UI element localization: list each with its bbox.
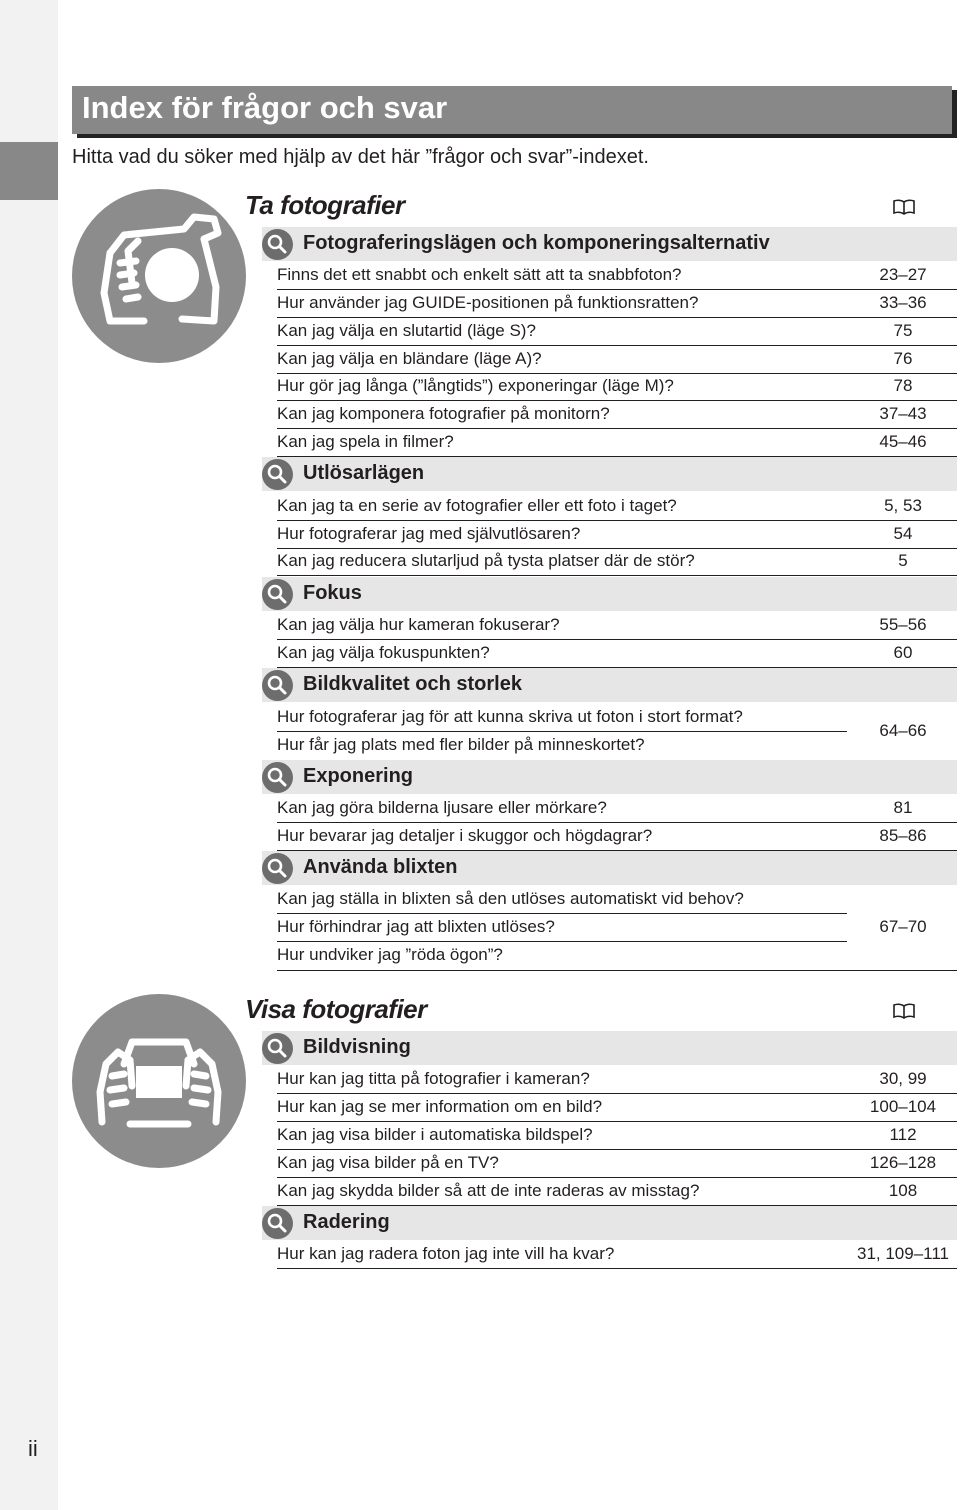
index-row bbox=[277, 1150, 957, 1178]
page-reference: 33–36 bbox=[879, 293, 927, 312]
question-text: Kan jag välja en slutartid (läge S)? bbox=[277, 321, 536, 340]
magnifier-icon bbox=[262, 1208, 293, 1239]
question-text: Kan jag göra bilderna ljusare eller mörkare? bbox=[277, 798, 607, 817]
index-row bbox=[277, 318, 957, 346]
page-reference: 75 bbox=[893, 321, 913, 340]
question-text: Kan jag välja fokuspunkten? bbox=[277, 643, 490, 662]
page-reference: 31, 109–111 bbox=[856, 1244, 949, 1263]
page-reference: 60 bbox=[893, 643, 913, 662]
question-text: Kan jag ställa in blixten så den utlöses automatiskt vid behov? bbox=[277, 889, 744, 908]
category-header bbox=[262, 577, 957, 611]
question-text: Kan jag välja en bländare (läge A)? bbox=[277, 349, 542, 368]
category-header bbox=[262, 227, 957, 261]
page-reference: 76 bbox=[893, 349, 913, 368]
group-question-row bbox=[277, 914, 847, 942]
magnifier-icon bbox=[262, 1033, 293, 1064]
page-number: ii bbox=[28, 1436, 38, 1461]
category-label: Bildvisning bbox=[303, 1036, 411, 1058]
group-question-row bbox=[277, 704, 847, 732]
page-title: Index för frågor och svar bbox=[82, 90, 448, 125]
camera-shooting-icon bbox=[72, 189, 246, 363]
page-reference: 81 bbox=[893, 798, 913, 817]
question-text: Hur fotograferar jag för att kunna skriva ut foton i stort format? bbox=[277, 707, 743, 726]
index-row bbox=[277, 1241, 957, 1269]
question-text: Kan jag reducera slutarljud på tysta platser där de stör? bbox=[277, 551, 695, 570]
magnifier-icon bbox=[262, 670, 293, 701]
magnifier-icon bbox=[262, 762, 293, 793]
question-text: Kan jag komponera fotografier på monitorn? bbox=[277, 404, 610, 423]
index-row bbox=[277, 1122, 957, 1150]
category-label: Utlösarlägen bbox=[303, 462, 425, 484]
question-text: Hur kan jag radera foton jag inte vill ha kvar? bbox=[277, 1244, 615, 1263]
group-question-row bbox=[277, 886, 847, 914]
category-header bbox=[262, 457, 957, 491]
question-text: Hur bevarar jag detaljer i skuggor och högdagrar? bbox=[277, 826, 653, 845]
page-reference: 54 bbox=[893, 524, 913, 543]
page-reference: 78 bbox=[893, 376, 913, 395]
index-row bbox=[277, 521, 957, 549]
question-text: Kan jag visa bilder i automatiska bildspel? bbox=[277, 1125, 593, 1144]
page-reference: 45–46 bbox=[879, 432, 927, 451]
index-row bbox=[277, 823, 957, 851]
question-text: Kan jag visa bilder på en TV? bbox=[277, 1153, 499, 1172]
intro-text: Hitta vad du söker med hjälp av det här ”frågor och svar”-indexet. bbox=[72, 146, 649, 168]
index-row bbox=[277, 1094, 957, 1122]
group-question-row bbox=[277, 942, 847, 969]
question-text: Hur kan jag se mer information om en bild? bbox=[277, 1097, 603, 1116]
question-text: Kan jag spela in filmer? bbox=[277, 432, 454, 451]
book-icon bbox=[893, 1003, 915, 1019]
category-header bbox=[262, 851, 957, 885]
index-row bbox=[277, 612, 957, 640]
index-row bbox=[277, 548, 957, 576]
category-header bbox=[262, 1031, 957, 1065]
question-text: Kan jag välja hur kameran fokuserar? bbox=[277, 615, 560, 634]
question-text: Hur gör jag långa (”långtids”) exponeringar (läge M)? bbox=[277, 376, 674, 395]
question-text: Hur får jag plats med fler bilder på minneskortet? bbox=[277, 735, 645, 754]
category-label: Bildkvalitet och storlek bbox=[303, 673, 522, 695]
index-row bbox=[277, 1066, 957, 1094]
page-margin-strip bbox=[0, 0, 58, 1510]
question-text: Hur undviker jag ”röda ögon”? bbox=[277, 945, 503, 964]
title-bar bbox=[72, 86, 952, 134]
category-header bbox=[262, 1206, 957, 1240]
group-question-row bbox=[277, 732, 847, 759]
question-text: Hur fotograferar jag med självutlösaren? bbox=[277, 524, 581, 543]
page-reference: 100–104 bbox=[869, 1097, 937, 1116]
question-text: Hur använder jag GUIDE-positionen på funktionsratten? bbox=[277, 293, 699, 312]
page-reference: 64–66 bbox=[879, 721, 927, 740]
category-label: Exponering bbox=[303, 765, 414, 787]
magnifier-icon bbox=[262, 229, 293, 260]
question-text: Finns det ett snabbt och enkelt sätt att ta snabbfoton? bbox=[277, 265, 682, 284]
index-row bbox=[277, 373, 957, 401]
index-row bbox=[277, 493, 957, 521]
section-title: Ta fotografier bbox=[245, 190, 405, 220]
page-reference: 37–43 bbox=[879, 404, 927, 423]
index-row bbox=[277, 640, 957, 668]
page-reference: 112 bbox=[889, 1125, 917, 1144]
page-reference: 5 bbox=[898, 551, 908, 570]
index-row bbox=[277, 346, 957, 374]
magnifier-icon bbox=[262, 459, 293, 490]
page-reference: 55–56 bbox=[879, 615, 927, 634]
question-text: Hur förhindrar jag att blixten utlöses? bbox=[277, 917, 555, 936]
index-row bbox=[277, 795, 957, 823]
category-label: Fotograferingslägen och komponeringsalternativ bbox=[303, 232, 770, 254]
page-reference: 5, 53 bbox=[884, 496, 922, 515]
page-reference: 108 bbox=[888, 1181, 918, 1200]
page-reference: 126–128 bbox=[869, 1153, 937, 1172]
category-label: Använda blixten bbox=[303, 856, 458, 878]
question-text: Hur kan jag titta på fotografier i kameran? bbox=[277, 1069, 590, 1088]
category-header bbox=[262, 668, 957, 702]
magnifier-icon bbox=[262, 853, 293, 884]
index-row bbox=[277, 401, 957, 429]
category-label: Radering bbox=[303, 1211, 390, 1233]
camera-viewing-icon bbox=[72, 994, 246, 1168]
question-text: Kan jag skydda bilder så att de inte raderas av misstag? bbox=[277, 1181, 700, 1200]
question-text: Kan jag ta en serie av fotografier eller ett foto i taget? bbox=[277, 496, 677, 515]
page-reference: 67–70 bbox=[879, 917, 927, 936]
index-row-group bbox=[277, 704, 957, 761]
margin-tab bbox=[0, 142, 58, 200]
page-reference: 30, 99 bbox=[879, 1069, 927, 1088]
index-row bbox=[277, 290, 957, 318]
index-row bbox=[277, 1178, 957, 1206]
category-header bbox=[262, 760, 957, 794]
index-row-group bbox=[277, 886, 957, 971]
category-label: Fokus bbox=[303, 582, 362, 604]
magnifier-icon bbox=[262, 579, 293, 610]
page-reference: 23–27 bbox=[879, 265, 927, 284]
book-icon bbox=[893, 199, 915, 215]
index-row bbox=[277, 429, 957, 457]
section-title: Visa fotografier bbox=[245, 994, 427, 1024]
page-reference: 85–86 bbox=[879, 826, 927, 845]
index-row bbox=[277, 262, 957, 290]
